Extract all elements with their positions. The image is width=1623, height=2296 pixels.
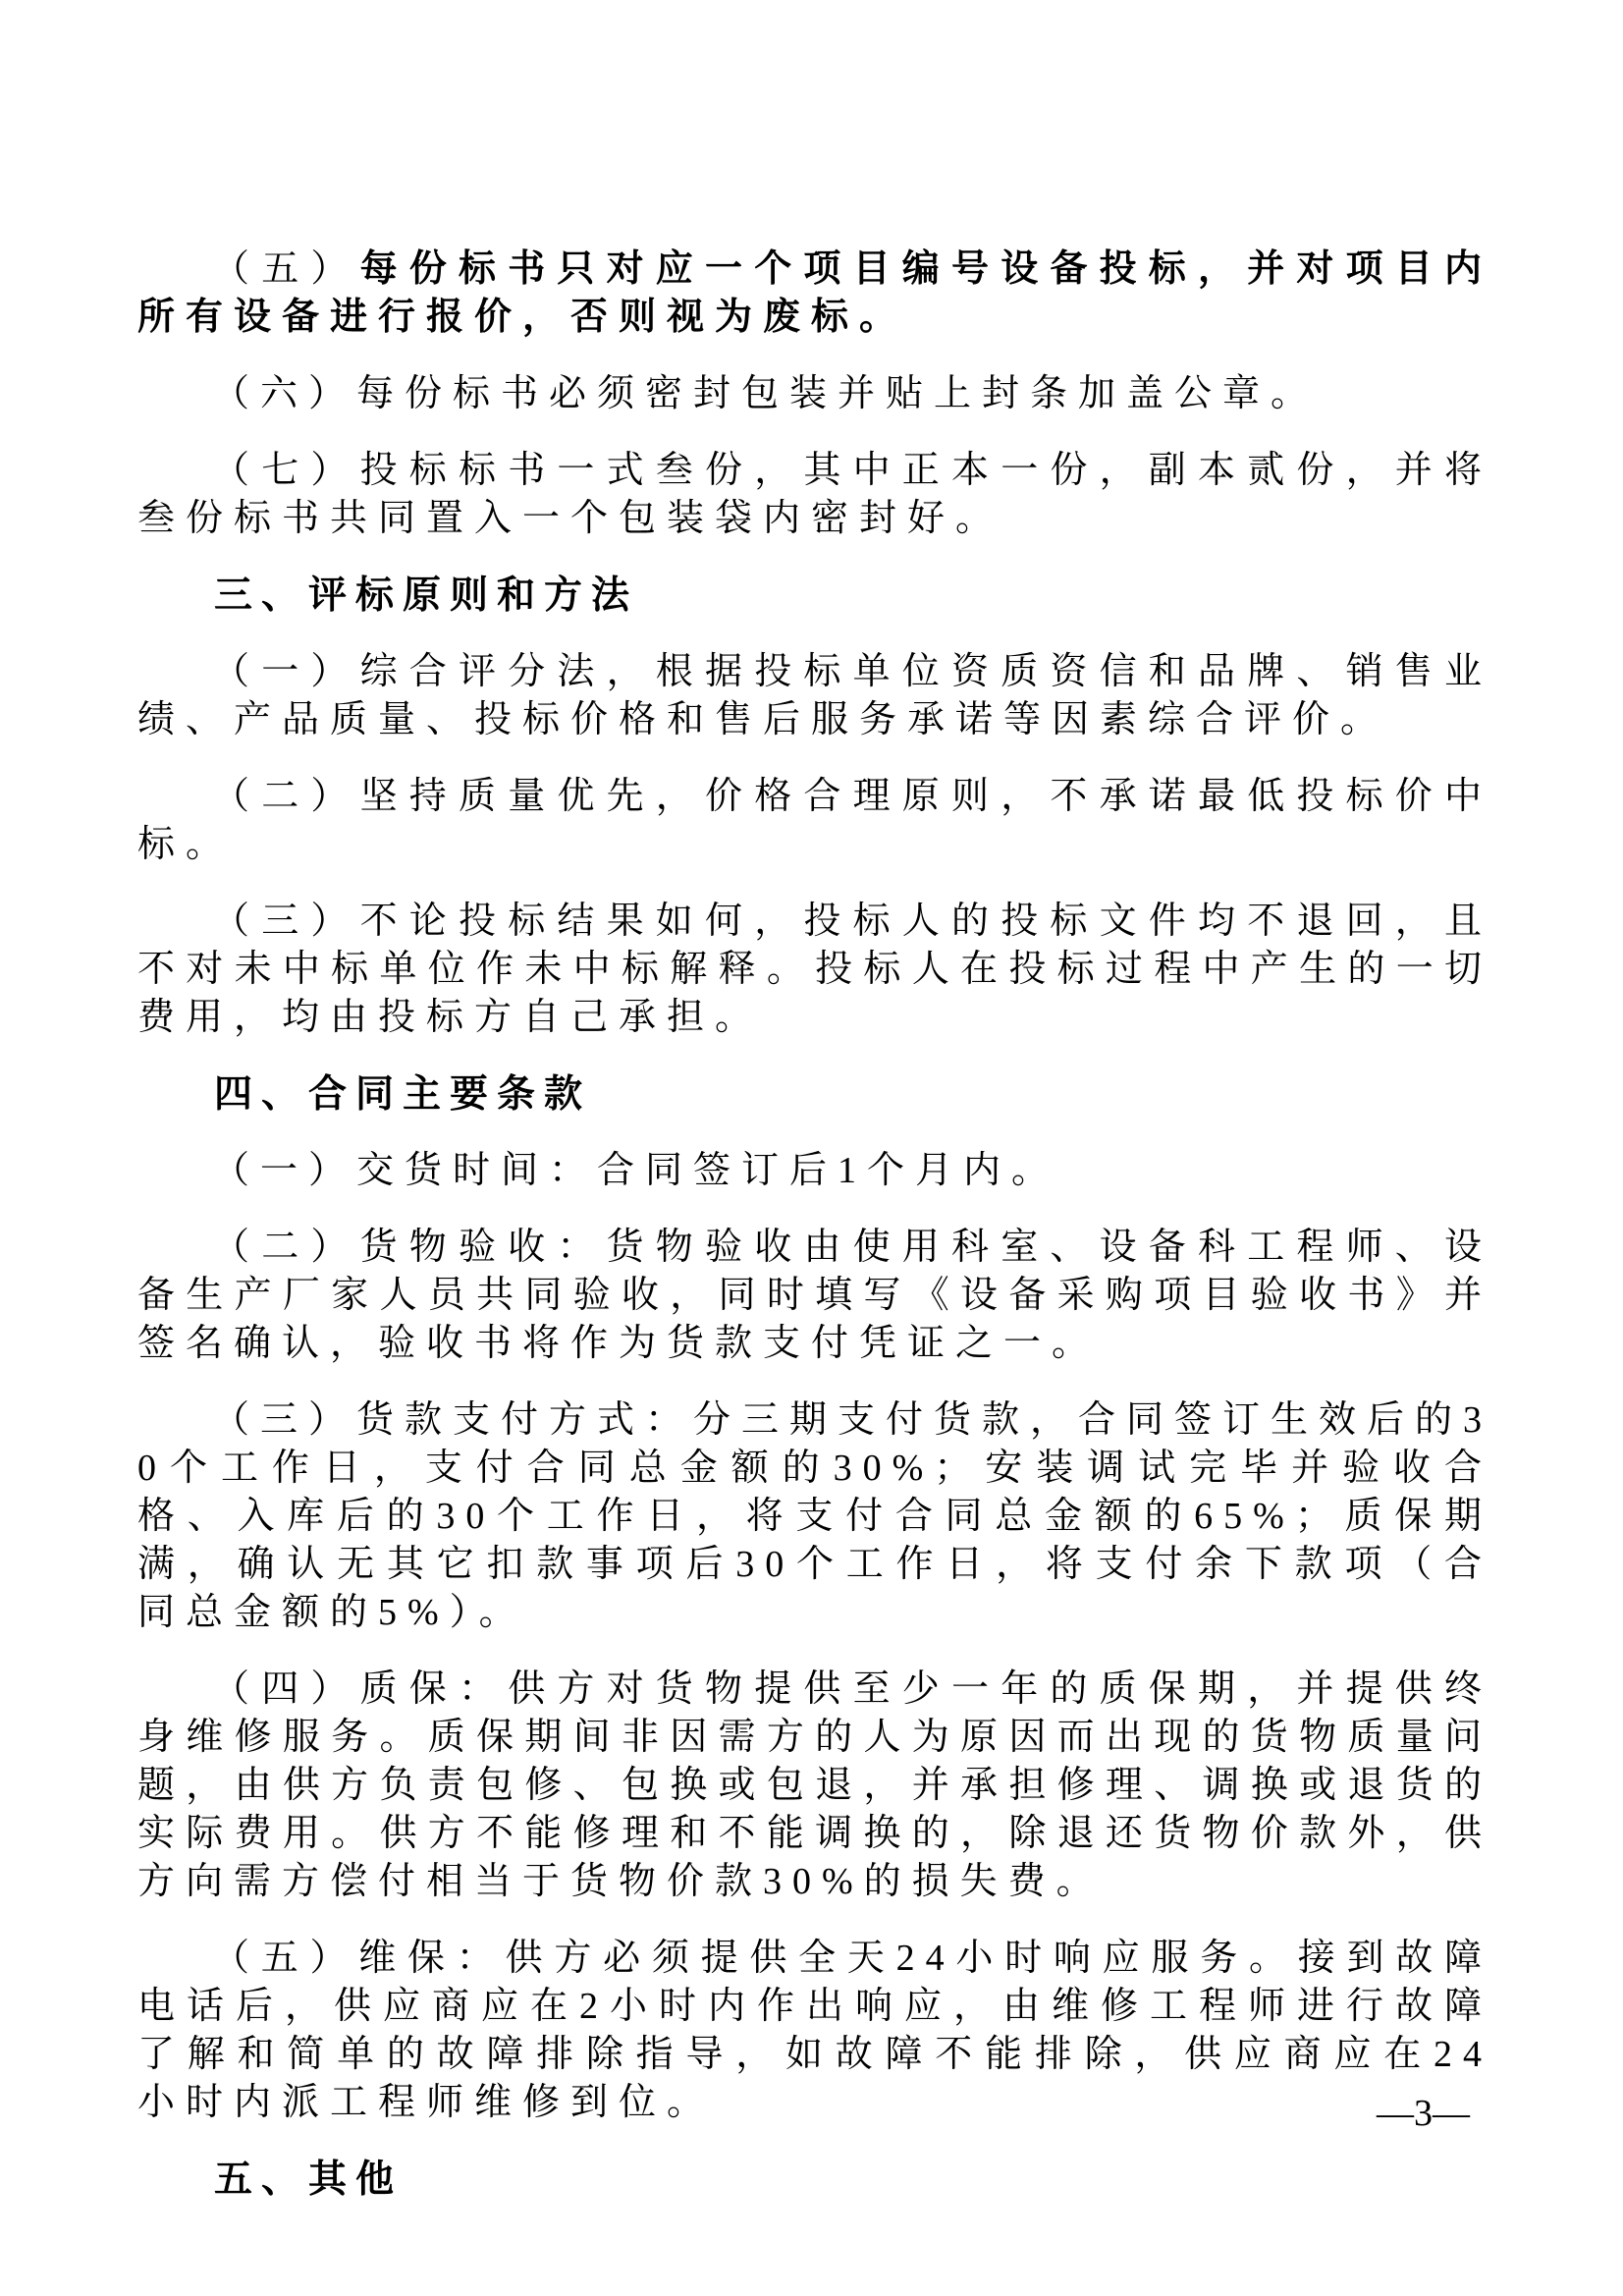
para-maintenance-service: （五）维保：供方必须提供全天24小时响应服务。接到故障电话后，供应商应在2小时内作出响应，由维修工程师进行故障了解和简单的故障排除指导，如故障不能排除，供应商应在24小时内派工程师维修到位。	[137, 1938, 1492, 2123]
document-content	[137, 246, 1492, 2232]
para-comprehensive-scoring: （一）综合评分法，根据投标单位资质资信和品牌、销售业绩、产品质量、投标价格和售后服务承诺等因素综合评价。	[137, 651, 1492, 740]
heading-contract-terms: 四、合同主要条款	[214, 1073, 592, 1116]
clause-marker: （五）	[212, 248, 360, 290]
para-delivery-time: （一）交货时间：合同签订后1个月内。	[212, 1150, 1060, 1191]
para-goods-acceptance: （二）货物验收：货物验收由使用科室、设备科工程师、设备生产厂家人员共同验收，同时填写《设备采购项目验收书》并签名确认，验收书将作为货款支付凭证之一。	[137, 1227, 1492, 1364]
para-no-return-of-documents: （三）不论投标结果如何，投标人的投标文件均不退回，且不对未中标单位作未中标解释。投标人在投标过程中产生的一切费用，均由投标方自己承担。	[137, 901, 1492, 1038]
heading-evaluation-principles: 三、评标原则和方法	[214, 574, 639, 617]
para-bid-per-project	[137, 246, 1492, 342]
para-warranty: （四）质保：供方对货物提供至少一年的质保期，并提供终身维修服务。质保期间非因需方的人为原因而出现的货物质量问题，由供方负责包修、包换或包退，并承担修理、调换或退货的实际费用。供方不能修理和不能调换的，除退还货物价款外，供方向需方偿付相当于货物价款30%的损失费。	[137, 1668, 1492, 1902]
para-seal-requirement: （六）每份标书必须密封包装并贴上封条加盖公章。	[212, 373, 1320, 414]
para-payment-terms: （三）货款支付方式：分三期支付货款，合同签订生效后的30个工作日，支付合同总金额的30%；安装调试完毕并验收合格、入库后的30个工作日，将支付合同总金额的65%；质保期满，确认无其它扣款事项后30个工作日，将支付余下款项（合同总金额的5%）。	[137, 1399, 1493, 1633]
heading-others: 五、其他	[214, 2159, 404, 2201]
page-number: —3—	[1377, 2093, 1470, 2134]
para-copies-requirement: （七）投标标书一式叁份，其中正本一份，副本贰份，并将叁份标书共同置入一个包装袋内密封好。	[137, 450, 1492, 539]
clause-bold-text: 每份标书只对应一个项目编号设备投标，并对项目内所有设备进行报价，否则视为废标。	[137, 248, 1492, 338]
para-quality-first: （二）坚持质量优先，价格合理原则，不承诺最低投标价中标。	[137, 776, 1492, 865]
